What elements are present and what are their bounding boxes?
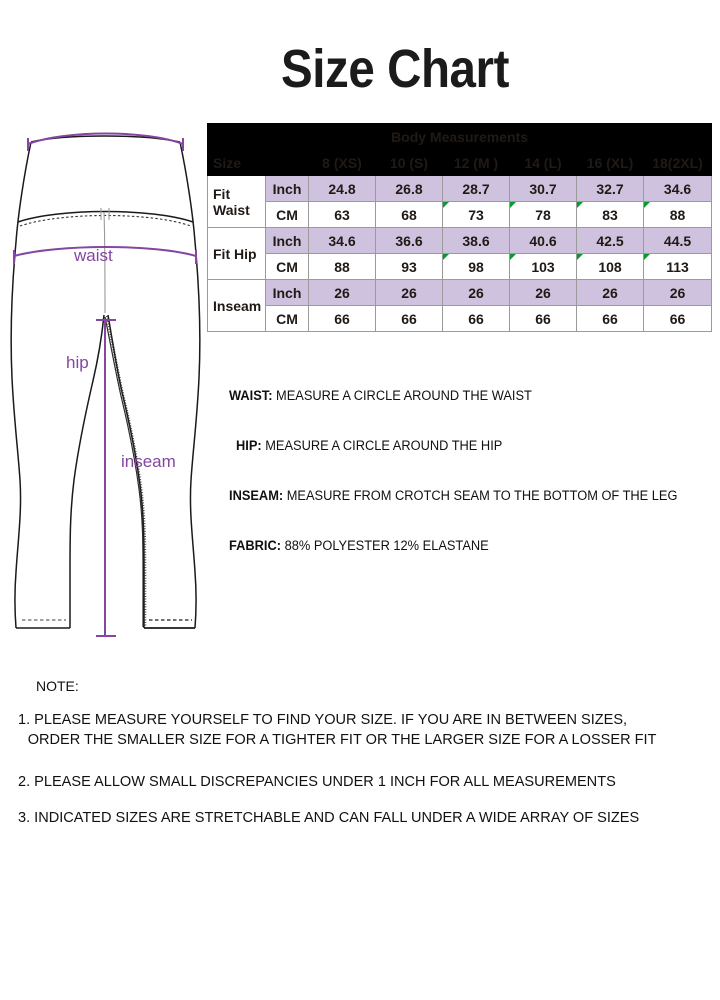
cell-hip-inch-2: 38.6 bbox=[443, 228, 510, 254]
band-title: Body Measurements bbox=[208, 124, 712, 150]
cell-hip-cm-2: 98 bbox=[443, 254, 510, 280]
note-item bbox=[18, 808, 697, 828]
note-item bbox=[18, 772, 697, 792]
cell-waist-inch-0: 24.8 bbox=[309, 176, 376, 202]
cell-inseam-inch-2: 26 bbox=[443, 280, 510, 306]
cell-hip-cm-1: 93 bbox=[376, 254, 443, 280]
cell-waist-cm-2: 73 bbox=[443, 202, 510, 228]
definition-fabric-key: FABRIC: bbox=[229, 538, 282, 553]
cell-hip-cm-3: 103 bbox=[510, 254, 577, 280]
size-table bbox=[207, 123, 712, 332]
col-header-2xl: 18(2XL) bbox=[644, 150, 712, 176]
table-row bbox=[208, 202, 712, 228]
unit-cm: CM bbox=[266, 306, 309, 332]
table-row bbox=[208, 280, 712, 306]
inseam-label: inseam bbox=[121, 452, 176, 471]
cell-waist-cm-0: 63 bbox=[309, 202, 376, 228]
cell-inseam-cm-0: 66 bbox=[309, 306, 376, 332]
cell-waist-inch-1: 26.8 bbox=[376, 176, 443, 202]
table-band-row bbox=[208, 124, 712, 150]
leggings-diagram bbox=[4, 120, 209, 680]
unit-cm: CM bbox=[266, 254, 309, 280]
cell-waist-inch-5: 34.6 bbox=[644, 176, 712, 202]
cell-inseam-inch-4: 26 bbox=[577, 280, 644, 306]
definition-inseam-key: INSEAM: bbox=[229, 488, 284, 503]
cell-inseam-inch-0: 26 bbox=[309, 280, 376, 306]
definition-waist-key: WAIST: bbox=[229, 388, 273, 403]
table-header-row bbox=[208, 150, 712, 176]
measurement-definitions bbox=[229, 388, 720, 588]
unit-inch: Inch bbox=[266, 228, 309, 254]
definition-waist-value: MEASURE A CIRCLE AROUND THE WAIST bbox=[276, 388, 532, 403]
cell-hip-cm-0: 88 bbox=[309, 254, 376, 280]
cell-inseam-cm-1: 66 bbox=[376, 306, 443, 332]
col-header-xs: 8 (XS) bbox=[309, 150, 376, 176]
unit-inch: Inch bbox=[266, 176, 309, 202]
definition-hip bbox=[236, 438, 696, 454]
note-1-line-1: 1. PLEASE MEASURE YOURSELF TO FIND YOUR SIZE. IF YOU ARE IN BETWEEN SIZES, bbox=[18, 711, 628, 728]
note-2-line-1: 2. PLEASE ALLOW SMALL DISCREPANCIES UNDER 1 INCH FOR ALL MEASUREMENTS bbox=[18, 773, 616, 790]
unit-cm: CM bbox=[266, 202, 309, 228]
col-header-l: 14 (L) bbox=[510, 150, 577, 176]
table-row bbox=[208, 254, 712, 280]
note-item bbox=[18, 710, 697, 750]
cell-hip-cm-5: 113 bbox=[644, 254, 712, 280]
cell-hip-inch-1: 36.6 bbox=[376, 228, 443, 254]
table-row bbox=[208, 306, 712, 332]
cell-inseam-cm-2: 66 bbox=[443, 306, 510, 332]
definition-hip-key: HIP: bbox=[236, 438, 262, 453]
col-header-m: 12 (M ) bbox=[443, 150, 510, 176]
cell-hip-inch-0: 34.6 bbox=[309, 228, 376, 254]
cell-hip-inch-5: 44.5 bbox=[644, 228, 712, 254]
page-title: Size Chart bbox=[280, 39, 509, 99]
cell-inseam-cm-4: 66 bbox=[577, 306, 644, 332]
cell-inseam-cm-5: 66 bbox=[644, 306, 712, 332]
cell-waist-cm-5: 88 bbox=[644, 202, 712, 228]
cell-hip-inch-3: 40.6 bbox=[510, 228, 577, 254]
cell-waist-inch-4: 32.7 bbox=[577, 176, 644, 202]
table-row bbox=[208, 228, 712, 254]
cell-inseam-cm-3: 66 bbox=[510, 306, 577, 332]
definition-fabric-value: 88% POLYESTER 12% ELASTANE bbox=[284, 538, 489, 553]
note-3-line-1: 3. INDICATED SIZES ARE STRETCHABLE AND CAN FALL UNDER A WIDE ARRAY OF SIZES bbox=[18, 809, 640, 826]
cell-waist-cm-1: 68 bbox=[376, 202, 443, 228]
cell-waist-cm-4: 83 bbox=[577, 202, 644, 228]
table-row bbox=[208, 176, 712, 202]
cell-waist-inch-2: 28.7 bbox=[443, 176, 510, 202]
definition-fabric bbox=[229, 538, 695, 554]
cell-inseam-inch-3: 26 bbox=[510, 280, 577, 306]
row-label-fit-hip: Fit Hip bbox=[208, 228, 266, 280]
size-table-container bbox=[207, 123, 712, 332]
col-header-s: 10 (S) bbox=[376, 150, 443, 176]
definition-waist bbox=[229, 388, 695, 404]
row-label-inseam: Inseam bbox=[208, 280, 266, 332]
size-header: Size bbox=[208, 150, 309, 176]
definition-inseam-value: MEASURE FROM CROTCH SEAM TO THE BOTTOM OF THE LEG bbox=[286, 488, 678, 503]
cell-waist-inch-3: 30.7 bbox=[510, 176, 577, 202]
cell-inseam-inch-5: 26 bbox=[644, 280, 712, 306]
waist-label: waist bbox=[74, 246, 113, 265]
note-1-line-2: ORDER THE SMALLER SIZE FOR A TIGHTER FIT OR THE LARGER SIZE FOR A LOSSER FIT bbox=[27, 731, 657, 748]
row-label-fit-waist: Fit Waist bbox=[208, 176, 266, 228]
definition-inseam bbox=[229, 488, 695, 504]
leggings-illustration bbox=[4, 120, 209, 680]
cell-hip-inch-4: 42.5 bbox=[577, 228, 644, 254]
col-header-xl: 16 (XL) bbox=[577, 150, 644, 176]
notes-section bbox=[18, 678, 718, 842]
hip-label: hip bbox=[66, 353, 89, 372]
cell-inseam-inch-1: 26 bbox=[376, 280, 443, 306]
notes-heading: NOTE: bbox=[36, 678, 79, 694]
definition-hip-value: MEASURE A CIRCLE AROUND THE HIP bbox=[265, 438, 503, 453]
unit-inch: Inch bbox=[266, 280, 309, 306]
cell-waist-cm-3: 78 bbox=[510, 202, 577, 228]
cell-hip-cm-4: 108 bbox=[577, 254, 644, 280]
